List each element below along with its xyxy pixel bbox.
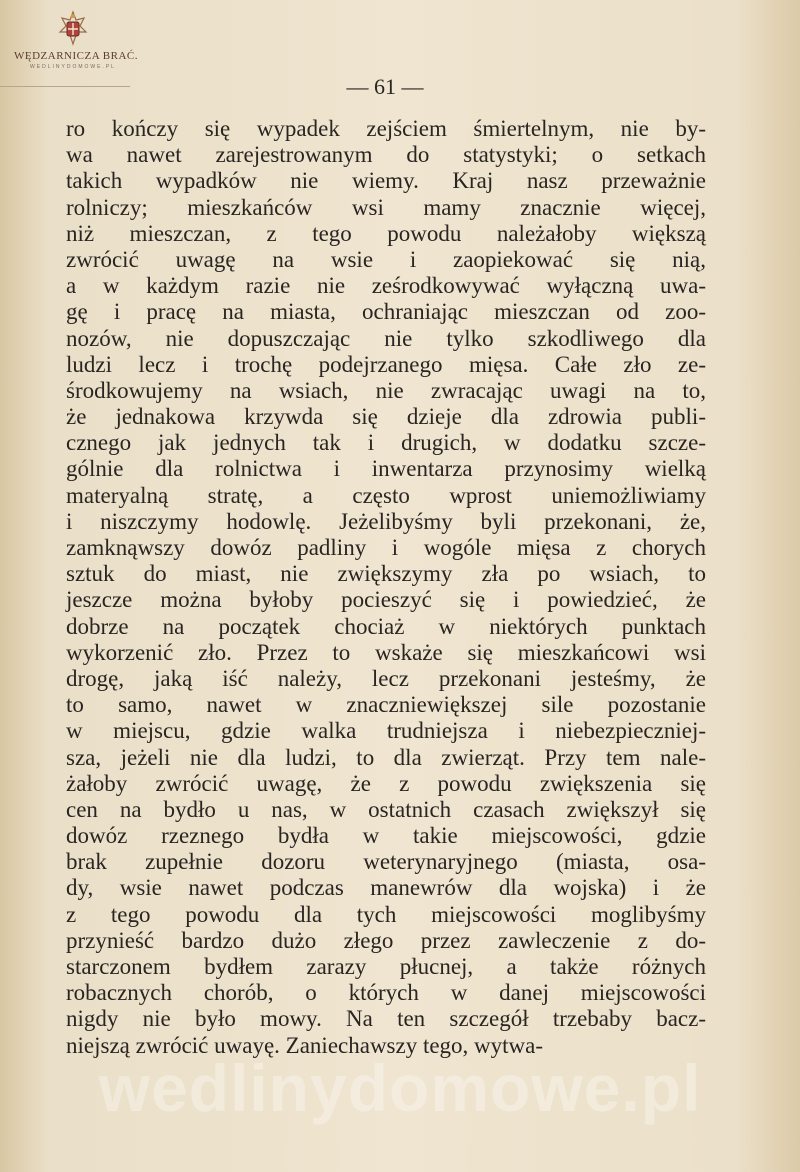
page-number: — 61 — xyxy=(346,74,424,99)
logo-divider xyxy=(0,86,130,87)
text-line: drogę, jaką iść należy, lecz przekonani jesteśmy, że xyxy=(66,665,706,691)
text-line: zamknąwszy dowóz padliny i wogóle mięsa z chorych xyxy=(66,535,706,560)
text-line: to samo, nawet w znaczniewiększej sile pozostanie xyxy=(66,692,706,718)
text-line: brak zupełnie dozoru weterynaryjnego (miasta, osa- xyxy=(66,849,706,875)
text-line: gólnie dla rolnictwa i inwentarza przynosimy wielką xyxy=(66,456,706,482)
text-line: wa nawet zarejestrowanym do statystyki; o setkach xyxy=(66,142,706,168)
text-line: a w każdym razie nie ześrodkowywać wyłączną uwa- xyxy=(66,273,706,299)
crest-icon xyxy=(53,8,93,48)
text-line: przynieść bardzo dużo złego przez zawleczenie z do- xyxy=(66,927,706,953)
text-line: starczonem bydłem zarazy płucnej, a także różnych xyxy=(66,954,706,979)
text-line: zwrócić uwagę na wsie i zaopiekować się nią, xyxy=(66,246,706,272)
site-logo[interactable] xyxy=(14,8,138,98)
text-line: i niszczymy hodowlę. Jeżelibyśmy byli przekonani, że, xyxy=(66,508,706,534)
logo-subtitle: WEDLINYDOMOWE.PL xyxy=(30,64,116,70)
text-line: sztuk do miast, nie zwiększymy zła po wsiach, to xyxy=(66,561,706,587)
text-line: dowóz rzeznego bydła w takie miejscowości, gdzie xyxy=(66,823,706,849)
text-line: materyalną stratę, a często wprost uniemożliwiamy xyxy=(66,482,706,508)
body-text xyxy=(66,116,706,1059)
text-line: dobrze na początek chociaż w niektórych punktach xyxy=(66,613,706,639)
logo-title: WĘDZARNICZA BRAĆ. xyxy=(14,50,138,62)
text-line: środkowujemy na wsiach, nie zwracając uwagi na to, xyxy=(66,377,706,403)
text-line: gę i pracę na miasta, ochraniając mieszczan od zoo- xyxy=(66,299,706,325)
text-line: wykorzenić zło. Przez to wskaże się mieszkańcowi wsi xyxy=(66,639,706,665)
text-line: cen na bydło u nas, w ostatnich czasach zwiększył się xyxy=(66,796,706,822)
text-line: takich wypadków nie wiemy. Kraj nasz przeważnie xyxy=(66,168,706,194)
text-line: nozów, nie dopuszczając nie tylko szkodliwego dla xyxy=(66,325,706,351)
text-line: robacznych chorób, o których w danej miejscowości xyxy=(66,980,706,1006)
text-line: żałoby zwrócić uwagę, że z powodu zwiększenia się xyxy=(66,770,706,796)
text-line: niejszą zwrócić uwayę. Zaniechawszy tego, wytwa- xyxy=(66,1032,544,1058)
text-line: ro kończy się wypadek zejściem śmiertelnym, nie by- xyxy=(66,116,706,141)
text-line: w miejscu, gdzie walka trudniejsza i niebezpieczniej- xyxy=(66,718,706,744)
text-line: dy, wsie nawet podczas manewrów dla wojska) i że xyxy=(66,875,706,901)
text-line: nigdy nie było mowy. Na ten szczegół trzebaby bacz- xyxy=(66,1006,706,1032)
text-line: niż mieszczan, z tego powodu należałoby większą xyxy=(66,220,706,246)
watermark: wedlinydomowe.pl xyxy=(98,1051,702,1125)
text-line: z tego powodu dla tych miejscowości moglibyśmy xyxy=(66,901,706,927)
text-line: że jednakowa krzywda się dzieje dla zdrowia publi- xyxy=(66,404,706,430)
text-line: rolniczy; mieszkańców wsi mamy znacznie więcej, xyxy=(66,194,706,220)
text-line: ludzi lecz i trochę podejrzanego mięsa. Całe zło ze- xyxy=(66,351,706,377)
text-line: jeszcze można byłoby pocieszyć się i powiedzieć, że xyxy=(66,587,706,613)
text-line: cznego jak jednych tak i drugich, w dodatku szcze- xyxy=(66,430,706,456)
text-line: sza, jeżeli nie dla ludzi, to dla zwierząt. Przy tem nale- xyxy=(66,744,706,770)
